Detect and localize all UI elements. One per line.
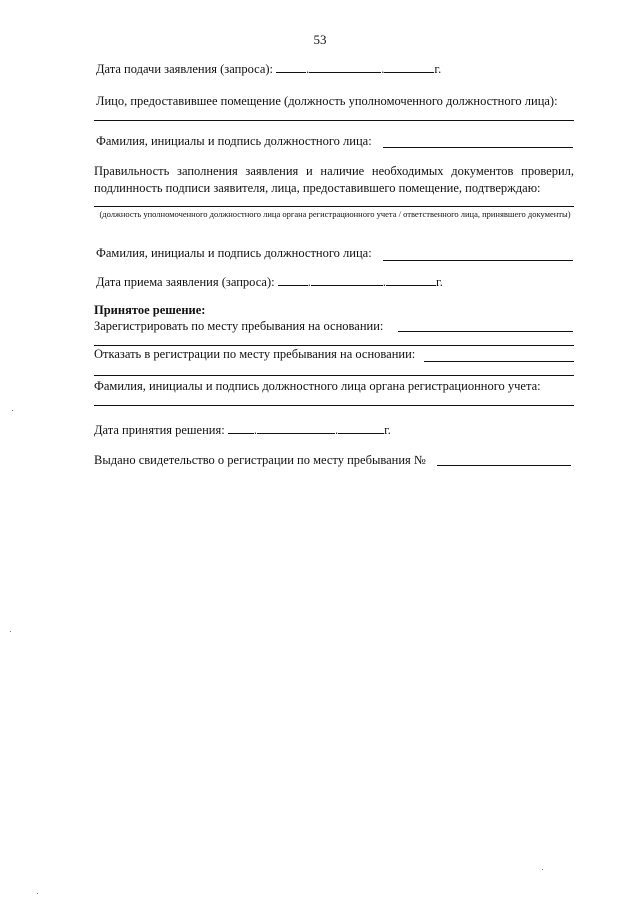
year-suffix: г. xyxy=(435,275,443,289)
scan-artifact xyxy=(12,410,13,411)
submission-year-field[interactable] xyxy=(384,61,434,73)
date-separator: . xyxy=(381,62,385,76)
acceptance-day-field[interactable] xyxy=(278,274,308,286)
year-suffix: г. xyxy=(434,62,442,76)
refuse-basis-field-continuation[interactable] xyxy=(94,375,574,376)
page-number: 53 xyxy=(313,32,327,47)
decision-date-label: Дата принятия решения: xyxy=(94,423,225,437)
certificate-number-field[interactable] xyxy=(437,465,571,466)
official-signature-label: Фамилия, инициалы и подпись должностного лица: xyxy=(96,134,372,148)
date-separator: . xyxy=(306,62,310,76)
acceptance-year-field[interactable] xyxy=(386,274,436,286)
submission-date-row xyxy=(96,61,441,77)
verification-text: Правильность заполнения заявления и наличие необходимых документов проверил, подлинность подписи заявителя, лица, предоставившего помещение, подтверждаю: xyxy=(94,164,574,195)
authority-signature-field[interactable] xyxy=(94,405,574,406)
acceptance-date-label: Дата приема заявления (запроса): xyxy=(96,275,275,289)
year-suffix: г. xyxy=(384,423,391,437)
official-signature-field[interactable] xyxy=(383,260,573,261)
provider-position-field[interactable] xyxy=(94,120,574,121)
scan-artifact xyxy=(10,631,11,632)
refuse-label: Отказать в регистрации по месту пребывания на основании: xyxy=(94,347,416,361)
register-label: Зарегистрировать по месту пребывания на основании: xyxy=(94,319,384,333)
submission-day-field[interactable] xyxy=(276,61,306,73)
decision-heading: Принятое решение: xyxy=(94,303,206,317)
submission-month-field[interactable] xyxy=(309,61,381,73)
acceptance-date-row xyxy=(96,274,443,290)
scan-artifact xyxy=(542,869,543,870)
verifier-caption: (должность уполномоченного должностного лица органа регистрационного учета / ответственного лица, принявшего документы) xyxy=(99,209,571,219)
submission-date-label: Дата подачи заявления (запроса): xyxy=(96,62,274,76)
scan-artifact xyxy=(37,893,38,894)
date-separator: . xyxy=(382,275,386,289)
official-signature-field[interactable] xyxy=(383,147,573,148)
register-basis-field[interactable] xyxy=(398,331,573,332)
acceptance-month-field[interactable] xyxy=(311,274,383,286)
date-separator: . xyxy=(307,275,311,289)
date-separator: . xyxy=(334,423,339,437)
authority-signature-label: Фамилия, инициалы и подпись должностного лица органа регистрационного учета: xyxy=(94,379,541,393)
official-signature-label: Фамилия, инициалы и подпись должностного лица: xyxy=(96,246,372,260)
date-separator: . xyxy=(253,423,257,437)
decision-month-field[interactable] xyxy=(257,422,335,434)
certificate-label: Выдано свидетельство о регистрации по месту пребывания № xyxy=(94,453,426,467)
provider-label: Лицо, предоставившее помещение (должность уполномоченного должностного лица): xyxy=(96,94,558,108)
decision-year-field[interactable] xyxy=(338,422,384,434)
decision-day-field[interactable] xyxy=(228,422,254,434)
verifier-position-field[interactable] xyxy=(94,206,574,207)
refuse-basis-field[interactable] xyxy=(424,361,574,362)
decision-date-row xyxy=(94,422,391,438)
